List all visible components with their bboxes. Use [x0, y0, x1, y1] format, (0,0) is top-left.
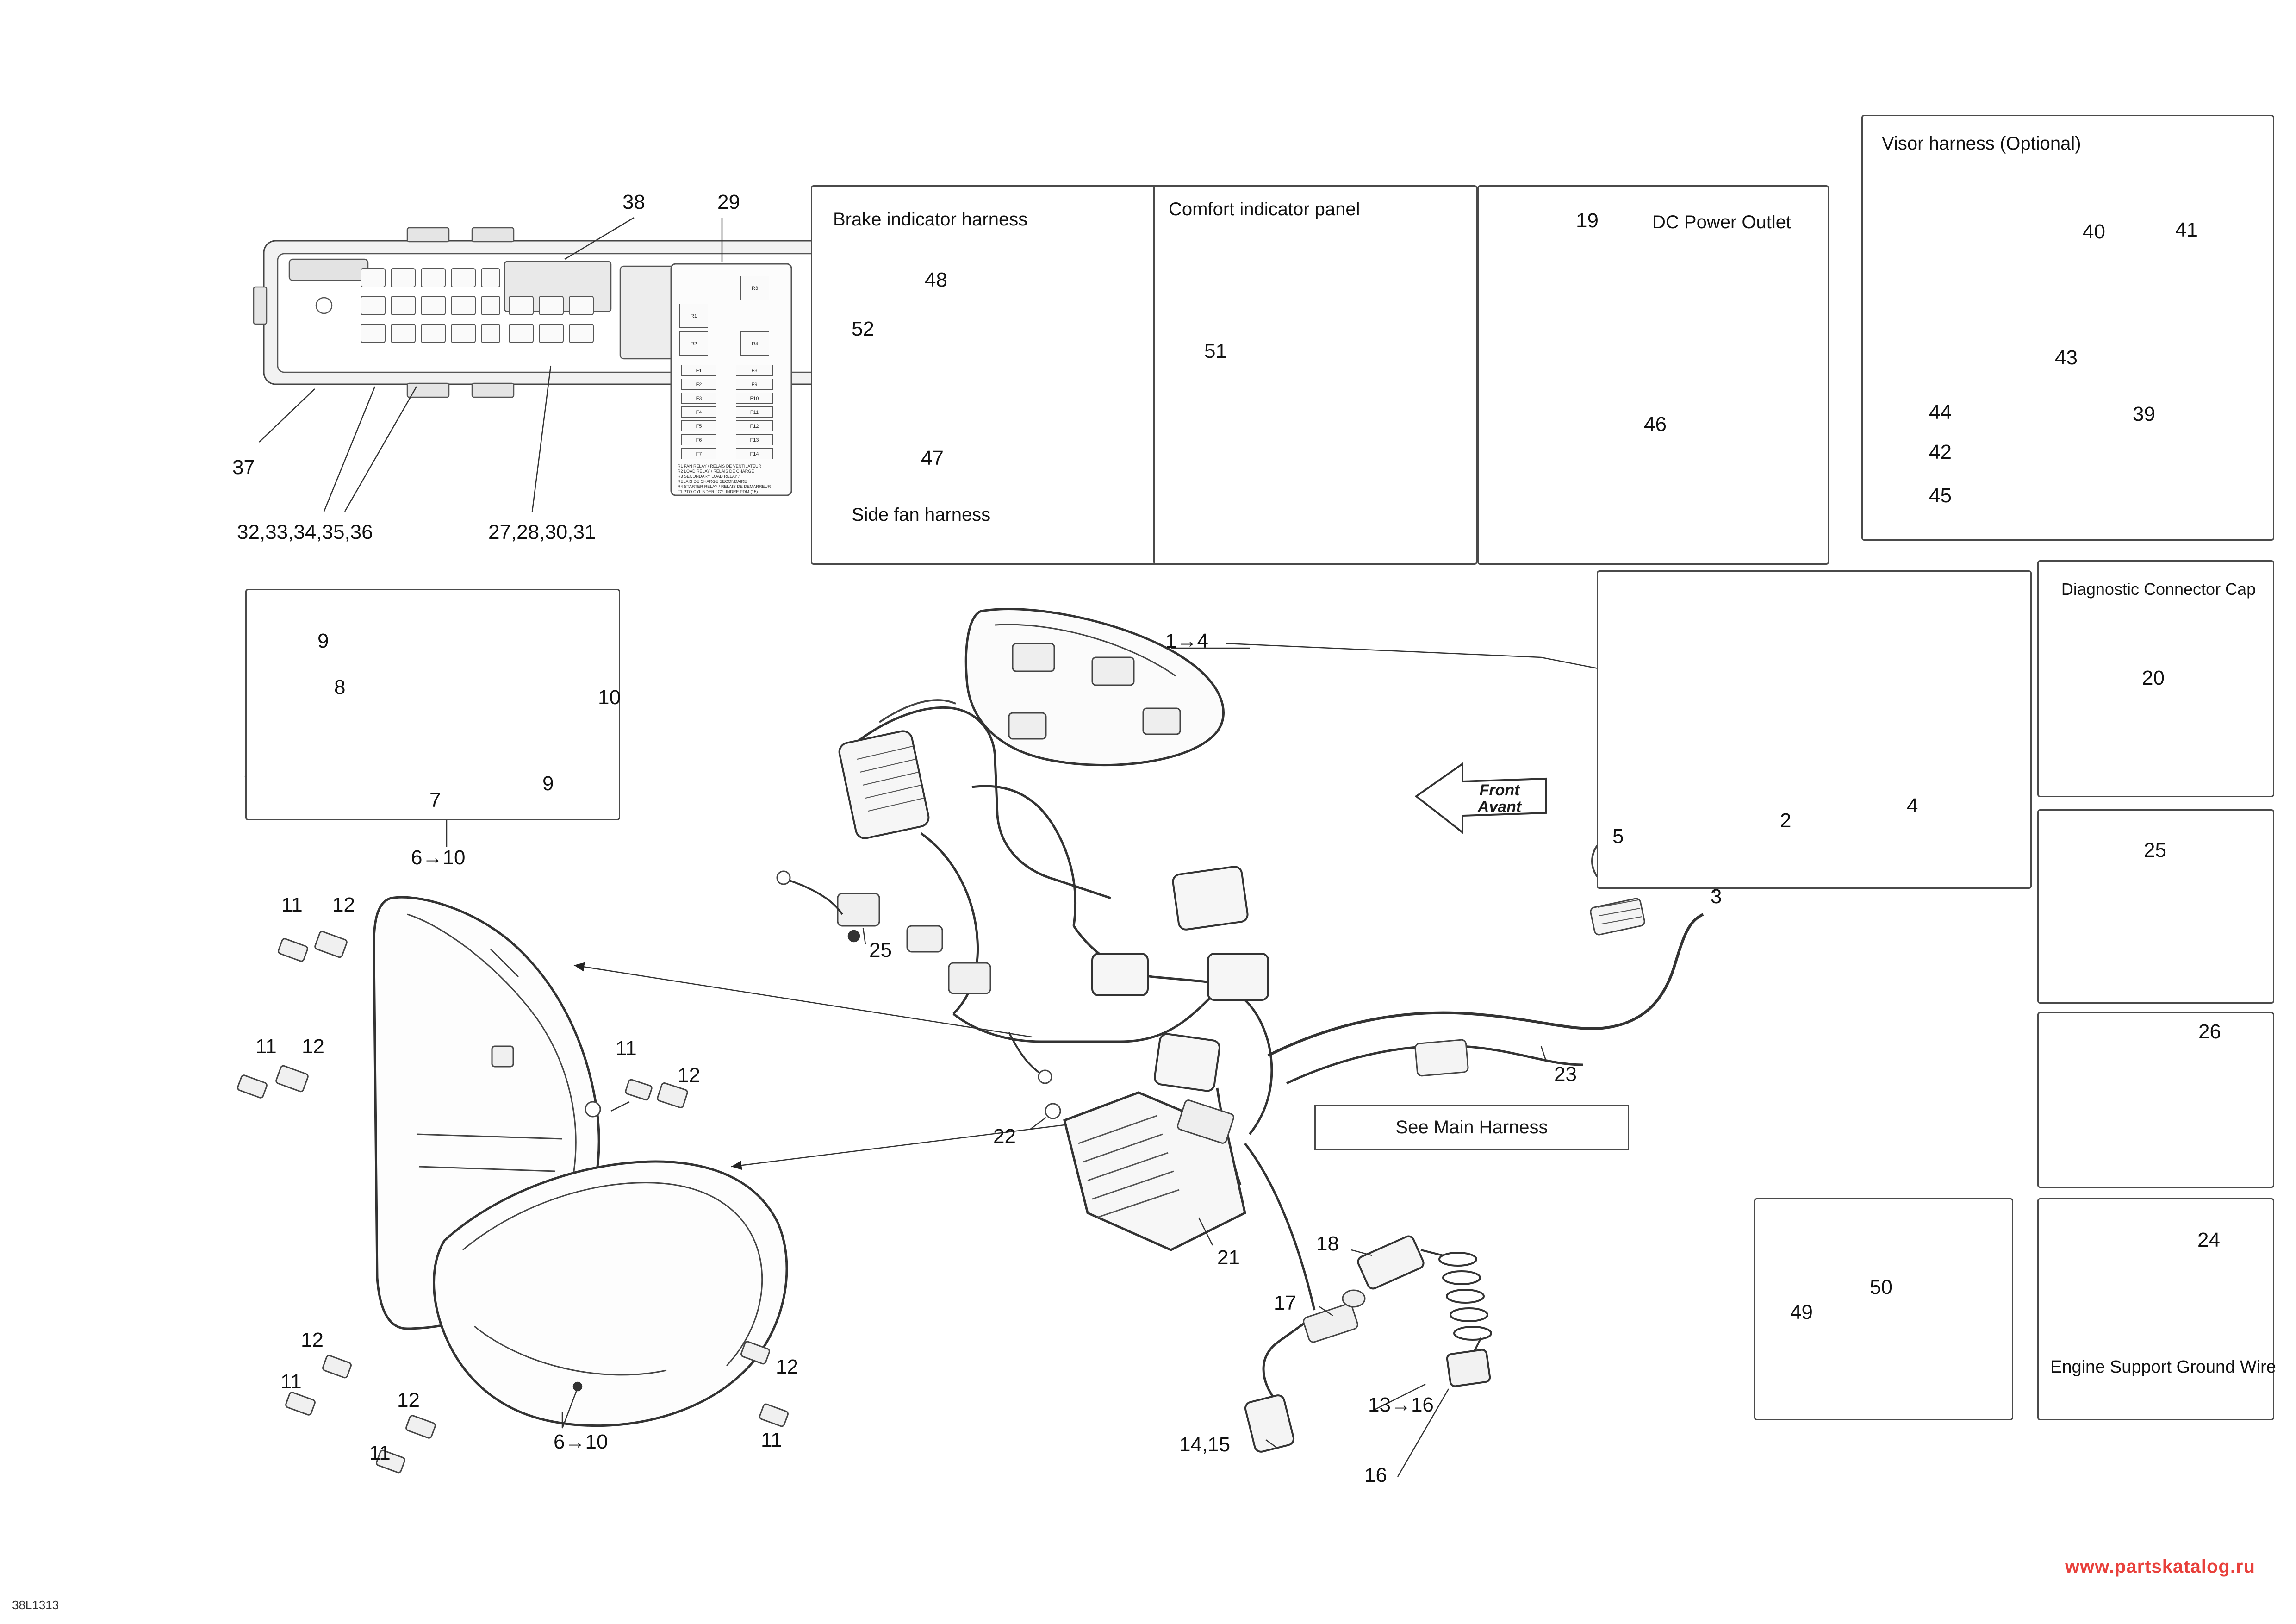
callout-3: 3 [1711, 885, 1722, 908]
callout-47: 47 [921, 447, 944, 469]
callout-10: 10 [598, 686, 621, 709]
panel-headlight-bulb-fan [245, 589, 620, 820]
callout-16: 16 [1364, 1464, 1387, 1487]
relay-r2: R2 [679, 331, 708, 356]
panel-engine-ground-title: Engine Support Ground Wire [2050, 1357, 2276, 1377]
panel-gauge-cluster [1597, 570, 2032, 889]
relay-r4: R4 [740, 331, 769, 356]
panel-tie-strap [2037, 1012, 2274, 1188]
page-code: 38L1313 [12, 1598, 59, 1612]
callout-40: 40 [2083, 220, 2105, 243]
callout-45: 45 [1929, 484, 1952, 507]
panel-engine-ground-wire [2037, 1198, 2274, 1420]
callout-25-center: 25 [869, 939, 892, 962]
callout-8: 8 [334, 676, 346, 699]
callout-20: 20 [2142, 667, 2165, 689]
front-arrow-line2: Avant [1477, 798, 1522, 816]
callout-11b: 11 [255, 1035, 277, 1058]
fuse-f5: F5 [681, 420, 716, 431]
callout-12d: 12 [301, 1329, 324, 1351]
callout-12a: 12 [332, 893, 355, 916]
fuse-f6: F6 [681, 434, 716, 445]
callout-6-10-bottom: 6→10 [554, 1430, 608, 1453]
callout-42: 42 [1929, 441, 1952, 463]
callout-13-16: 13→16 [1368, 1393, 1434, 1416]
callout-23: 23 [1554, 1063, 1577, 1086]
callout-19: 19 [1576, 209, 1599, 232]
panel-grease-tube [2037, 809, 2274, 1004]
fuse-legend-line-0: R1 FAN RELAY / RELAIS DE VENTILATEUR [678, 464, 762, 468]
callout-51: 51 [1204, 340, 1227, 362]
callout-21: 21 [1217, 1246, 1240, 1269]
panel-dc-power-outlet-title: DC Power Outlet [1652, 212, 1792, 232]
fuse-f10: F10 [736, 393, 773, 404]
callout-24: 24 [2197, 1229, 2220, 1251]
callout-29: 29 [717, 191, 740, 213]
callout-37: 37 [232, 456, 255, 479]
callout-11a: 11 [281, 893, 303, 916]
panel-visor-harness [1861, 115, 2274, 541]
fuse-f13: F13 [736, 434, 773, 445]
callout-1-4: 1→4 [1165, 630, 1208, 652]
callout-49: 49 [1790, 1301, 1813, 1324]
fuse-f2: F2 [681, 379, 716, 390]
fuse-legend-line-1: R2 LOAD RELAY / RELAIS DE CHARGE [678, 469, 754, 474]
callout-46: 46 [1644, 413, 1667, 436]
callout-22: 22 [993, 1125, 1016, 1148]
fuse-f11: F11 [736, 406, 773, 418]
note-see-main-harness: See Main Harness [1314, 1105, 1629, 1150]
fuse-legend-line-5: F1 PTO CYLINDER / CYLINDRE PDM (15) [678, 489, 758, 494]
panel-diagnostic-cap-title: Diagnostic Connector Cap [2061, 580, 2256, 599]
callout-11f: 11 [761, 1429, 782, 1451]
callout-38: 38 [622, 191, 645, 213]
callout-18: 18 [1316, 1232, 1339, 1255]
callout-44: 44 [1929, 401, 1952, 424]
fuse-f8: F8 [736, 365, 773, 376]
callout-27-31: 27,28,30,31 [488, 521, 596, 543]
relay-r3: R3 [740, 276, 769, 300]
panel-visor-harness-title: Visor harness (Optional) [1882, 133, 2081, 154]
callout-9b: 9 [542, 772, 554, 795]
callout-12c: 12 [678, 1064, 700, 1087]
fuse-f9: F9 [736, 379, 773, 390]
panel-comfort-indicator-title: Comfort indicator panel [1169, 199, 1360, 219]
fuse-legend-line-2: R3 SECONDARY LOAD RELAY / [678, 474, 740, 479]
panel-brake-indicator-title: Brake indicator harness [833, 209, 1028, 230]
fuse-f14: F14 [736, 448, 773, 459]
fuse-f7: F7 [681, 448, 716, 459]
callout-25-grease: 25 [2144, 839, 2166, 862]
callout-50: 50 [1870, 1276, 1892, 1299]
callout-41: 41 [2175, 219, 2198, 241]
callout-6-10-top: 6→10 [411, 846, 466, 869]
front-arrow-label [1444, 782, 1555, 815]
fuse-f1: F1 [681, 365, 716, 376]
callout-52: 52 [852, 318, 874, 340]
callout-7: 7 [429, 789, 441, 812]
fuse-legend-line-3: RELAIS DE CHARGE SECONDAIRE [678, 479, 747, 484]
callout-9a: 9 [317, 630, 329, 652]
callout-32-36: 32,33,34,35,36 [237, 521, 373, 543]
callout-4: 4 [1907, 794, 1918, 817]
callout-5: 5 [1612, 825, 1624, 848]
callout-12b: 12 [302, 1035, 324, 1058]
callout-11d: 11 [280, 1370, 302, 1393]
callout-26: 26 [2198, 1020, 2221, 1043]
panel-side-fan-subtitle: Side fan harness [852, 505, 991, 525]
fuse-f12: F12 [736, 420, 773, 431]
panel-comfort-indicator [1153, 185, 1477, 565]
fuse-f3: F3 [681, 393, 716, 404]
callout-39: 39 [2133, 403, 2155, 425]
callout-48: 48 [925, 269, 947, 291]
fuse-f4: F4 [681, 406, 716, 418]
watermark: www.partskatalog.ru [2065, 1556, 2255, 1577]
callout-14-15: 14,15 [1179, 1433, 1231, 1456]
relay-r1: R1 [679, 304, 708, 328]
callout-11e: 11 [369, 1442, 391, 1464]
callout-43: 43 [2055, 346, 2078, 369]
fuse-legend-card [671, 264, 791, 495]
callout-11c: 11 [616, 1037, 637, 1060]
callout-12e: 12 [397, 1389, 420, 1412]
fuse-legend-line-4: R4 STARTER RELAY / RELAIS DE DEMARREUR [678, 484, 771, 489]
front-arrow-line1: Front [1479, 781, 1520, 799]
callout-12f: 12 [776, 1355, 798, 1378]
panel-dc-power-outlet [1477, 185, 1829, 565]
callout-17: 17 [1274, 1292, 1296, 1314]
callout-2: 2 [1780, 809, 1792, 832]
